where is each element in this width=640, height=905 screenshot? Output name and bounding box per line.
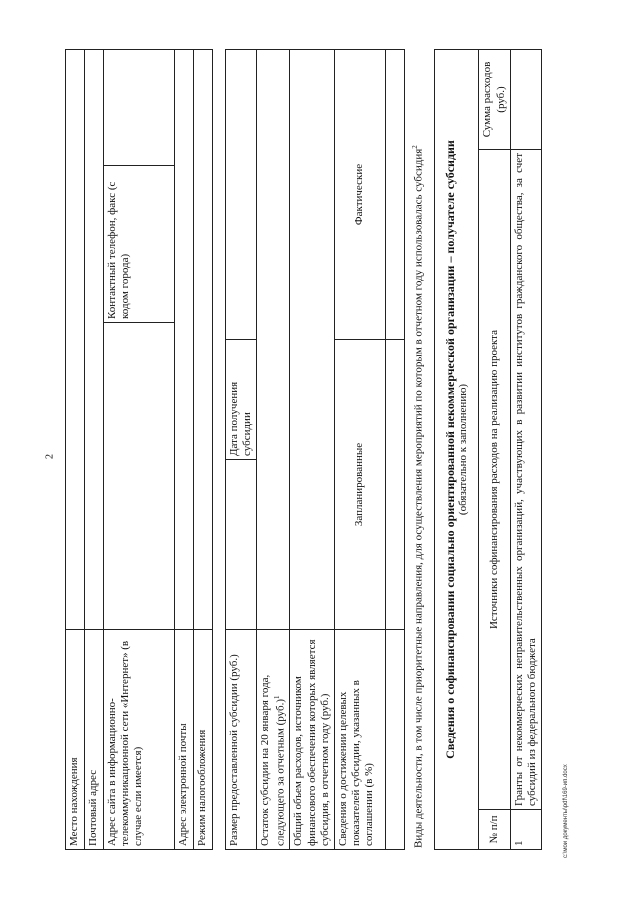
subsidy-remainder-value	[257, 49, 290, 629]
postal-address-value	[85, 49, 104, 629]
phone-subtable	[104, 50, 174, 629]
cofinancing-table	[434, 49, 542, 850]
website-value-cell	[104, 322, 174, 629]
cofinancing-subtitle: (обязательно к заполнению)	[457, 383, 470, 516]
organization-info-table	[65, 49, 213, 850]
row-num: 1	[510, 810, 541, 850]
planned-value	[385, 339, 404, 629]
email-value	[175, 49, 194, 629]
remainder-footnote-mark: 1	[272, 695, 281, 699]
activities-footnote-mark: 2	[410, 145, 419, 149]
location-label: Место нахождения	[66, 629, 85, 849]
subsidy-date-value	[226, 49, 257, 339]
subsidy-amount-value	[226, 460, 257, 630]
website-label: Адрес сайта в информационно-телекоммуникационной сети «Интернет» (в случае если имеется)	[104, 629, 175, 849]
subsidy-total-value	[290, 49, 335, 629]
remainder-text: Остаток субсидии на 20 января года, следующего за отчетным (руб.)	[259, 674, 287, 846]
postal-address-label: Почтовый адрес	[85, 629, 104, 849]
col-num-header: № п/п	[479, 810, 510, 850]
cofinancing-header	[434, 49, 479, 849]
cofinancing-title: Сведения о софинансировании социально ориентированной некоммерческой организации – получателе субсидии	[442, 140, 457, 759]
row-sum	[510, 49, 541, 149]
email-label: Адрес электронной почты	[175, 629, 194, 849]
subsidy-date-label: Дата получения субсидии	[226, 339, 257, 459]
subsidy-total-label: Общий объем расходов, источником финансового обеспечения которых является субсидия, в отчетном году (руб.)	[290, 630, 335, 850]
footer-path: c:\мои документы\pdf\169-ип.docx	[563, 764, 569, 858]
activities-text: Виды деятельности, в том числе приоритетные направления, для осуществления мероприятий по которым в отчетном году использовалась субсидия	[412, 148, 425, 848]
actual-value	[385, 49, 404, 339]
indicators-empty	[385, 630, 404, 850]
page-number: 2	[44, 454, 56, 459]
subsidy-table	[225, 49, 405, 850]
planned-label: Запланированные	[334, 339, 385, 629]
actual-label: Фактические	[334, 49, 385, 339]
location-value	[66, 49, 85, 629]
activities-note	[411, 56, 426, 848]
website-value	[104, 49, 175, 629]
indicators-label: Сведения о достижении целевых показателей субсидии, указанных в соглашении (в %)	[334, 630, 385, 850]
rotated-page-content	[65, 50, 605, 850]
col-sum-header: Сумма расходов (руб.)	[479, 49, 510, 149]
table-row	[510, 49, 541, 849]
subsidy-amount-label: Размер предоставленной субсидии (руб.)	[226, 630, 257, 850]
tax-regime-label: Режим налогообложения	[194, 629, 213, 849]
col-source-header: Источники софинансирования расходов на реализацию проекта	[479, 150, 510, 810]
tax-regime-value	[194, 49, 213, 629]
phone-label: Контактный телефон, факс (с кодом города)	[104, 165, 174, 322]
phone-value	[104, 50, 174, 166]
row-source: Гранты от некоммерческих неправительственных организаций, участвующих в развитии институтов гражданского общества, за счет субсидий из федерального бюджета	[510, 150, 541, 810]
subsidy-remainder-label	[257, 630, 290, 850]
